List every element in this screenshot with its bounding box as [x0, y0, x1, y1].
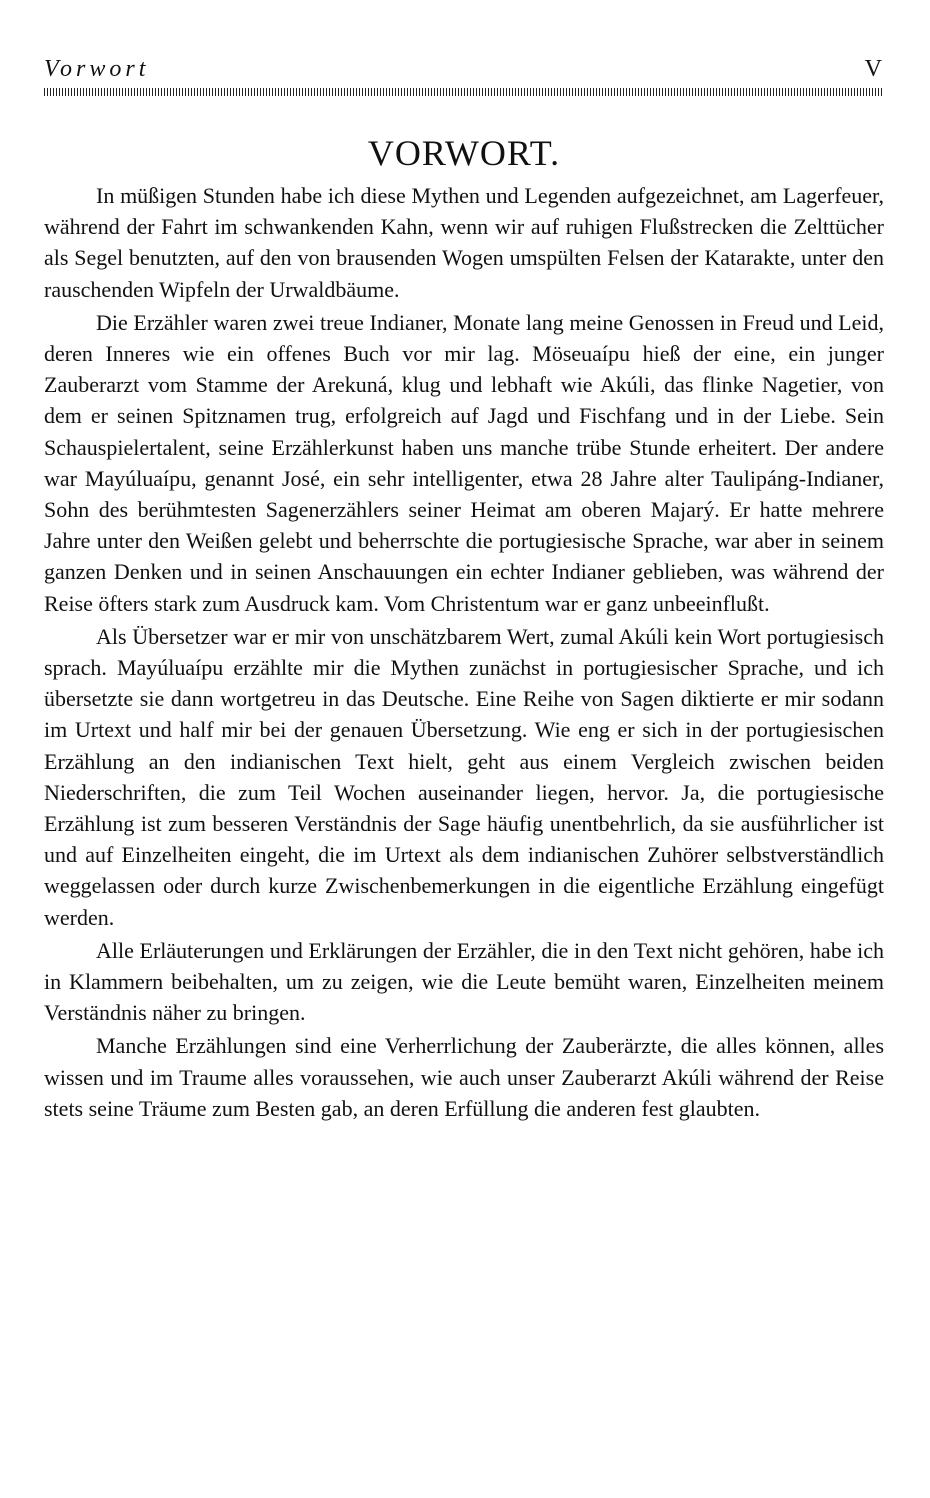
paragraph-3: Als Übersetzer war er mir von unschätzbarem Wert, zumal Akúli kein Wort portugiesisch sprach. Mayúluaípu erzählte mir die Mythen zunächst in portugiesischer Sprache, und ich übersetzte sie dann wortgetreu in das Deutsche. Eine Reihe von Sagen diktierte er mir sodann im Urtext und half mir bei der genauen Übersetzung. Wie eng er sich in der portugiesischen Erzählung an den indianischen Text hielt, geht aus einem Vergleich zwischen beiden Niederschriften, die zum Teil Wochen auseinander liegen, hervor. Ja, die portugiesische Erzählung ist zum besseren Verständnis der Sage häufig unentbehrlich, da sie ausführlicher ist und auf Einzelheiten eingeht, die im Urtext als dem indianischen Zuhörer selbstverständlich weggelassen oder durch kurze Zwischenbemerkungen in die eigentliche Erzählung eingefügt werden.: [44, 623, 884, 930]
header-rule: [44, 88, 884, 96]
paragraph-4: Alle Erläuterungen und Erklärungen der Erzähler, die in den Text nicht gehören, habe ich in Klammern beibehalten, um zu zeigen, wie die Leute bemüht waren, Einzelheiten meinem Verständnis näher zu bringen.: [44, 937, 884, 1026]
running-head: [44, 56, 884, 86]
book-page: [44, 56, 884, 1126]
paragraph-2: Die Erzähler waren zwei treue Indianer, Monate lang meine Genossen in Freud und Leid, deren Inneres wie ein offenes Buch vor mir lag. Möseuaípu hieß der eine, ein junger Zauberarzt vom Stamme der Arekuná, klug und lebhaft wie Akúli, das flinke Nagetier, von dem er seinen Spitznamen trug, erfolgreich auf Jagd und Fischfang und in der Liebe. Sein Schauspielertalent, seine Erzählerkunst haben uns manche trübe Stunde erheitert. Der andere war Mayúluaípu, genannt José, ein sehr intelligenter, etwa 28 Jahre alter Taulipáng-Indianer, Sohn des berühmtesten Sagenerzählers seiner Heimat am oberen Majarý. Er hatte mehrere Jahre unter den Weißen gelebt und beherrschte die portugiesische Sprache, war aber in seinem ganzen Denken und in seinen Anschauungen ein echter Indianer geblieben, was während der Reise öfters stark zum Ausdruck kam. Vom Christentum war er ganz unbeeinflußt.: [44, 309, 884, 616]
page-number: V: [864, 56, 882, 82]
page-heading: VORWORT.: [367, 133, 561, 173]
paragraph-1: In müßigen Stunden habe ich diese Mythen und Legenden aufgezeichnet, am Lagerfeuer, während der Fahrt im schwankenden Kahn, wenn wir auf ruhigen Flußstrecken die Zelttücher als Segel benutzten, auf den von brausenden Wogen umspülten Felsen der Katarakte, unter den rauschenden Wipfeln der Urwaldbäume.: [44, 183, 884, 302]
running-title: Vorwort: [44, 56, 150, 82]
paragraph-5: Manche Erzählungen sind eine Verherrlichung der Zauberärzte, die alles können, alles wissen und im Traume alles voraussehen, wie auch unser Zauberarzt Akúli während der Reise stets seine Träume zum Besten gab, an deren Erfüllung die anderen fest glaubten.: [44, 1033, 884, 1121]
